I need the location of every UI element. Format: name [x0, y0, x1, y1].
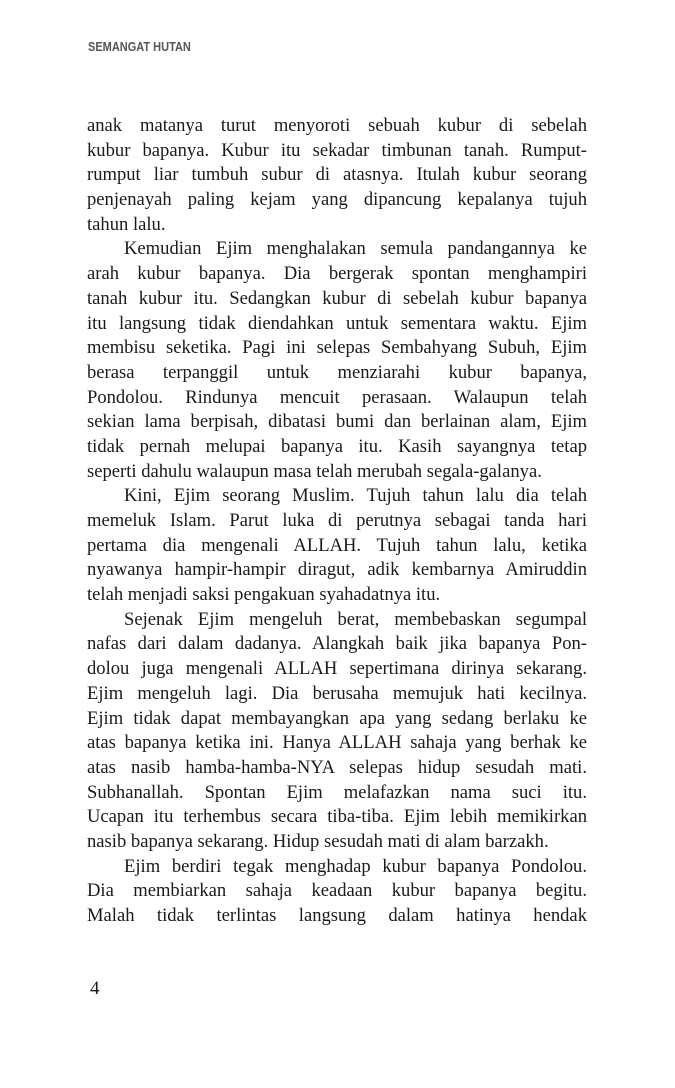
text-line: Ejim berdiri tegak menghadap kubur bapanya Pondolou. — [124, 855, 587, 877]
text-line: Ejim mengeluh lagi. Dia berusaha memujuk hati kecilnya. — [87, 682, 587, 704]
text-line: Dia membiarkan sahaja keadaan kubur bapanya begitu. — [87, 880, 587, 902]
text-line: arah kubur bapanya. Dia bergerak spontan menghampiri — [87, 263, 587, 285]
text-line: penjenayah paling kejam yang dipancung kepalanya tujuh — [87, 189, 587, 211]
text-line: tidak pernah melupai bapanya itu. Kasih sayangnya tetap — [87, 435, 587, 457]
paragraph — [87, 855, 587, 929]
text-line: Ejim tidak dapat membayangkan apa yang sedang berlaku ke — [87, 707, 587, 729]
text-line: Kemudian Ejim menghalakan semula pandangannya ke — [124, 238, 587, 260]
running-head: SEMANGAT HUTAN — [88, 40, 191, 54]
paragraph — [87, 114, 587, 237]
text-line: seperti dahulu walaupun masa telah merubah segala-galanya. — [87, 460, 542, 482]
text-line: tahun lalu. — [87, 213, 166, 235]
paragraph — [87, 237, 587, 484]
text-line: atas bapanya ketika ini. Hanya ALLAH sahaja yang berhak ke — [87, 732, 587, 754]
paragraph — [87, 608, 587, 855]
text-line: berasa terpanggil untuk menziarahi kubur bapanya, — [87, 361, 587, 383]
text-line: kubur bapanya. Kubur itu sekadar timbunan tanah. Rumput- — [87, 139, 587, 161]
text-line: nyawanya hampir-hampir diragut, adik kembarnya Amiruddin — [87, 559, 587, 581]
text-line: nafas dari dalam dadanya. Alangkah baik jika bapanya Pon- — [87, 633, 587, 655]
text-line: itu langsung tidak diendahkan untuk sementara waktu. Ejim — [87, 312, 587, 334]
text-line: Kini, Ejim seorang Muslim. Tujuh tahun lalu dia telah — [124, 485, 587, 507]
text-line: Malah tidak terlintas langsung dalam hatinya hendak — [87, 905, 587, 926]
text-line: anak matanya turut menyoroti sebuah kubur di sebelah — [87, 115, 587, 136]
text-line: Subhanallah. Spontan Ejim melafazkan nama suci itu. — [87, 781, 587, 803]
paragraph — [87, 484, 587, 607]
body-text — [87, 114, 587, 929]
text-line: sekian lama berpisah, dibatasi bumi dan berlainan alam, Ejim — [87, 411, 587, 433]
text-line: dolou juga mengenali ALLAH sepertimana dirinya sekarang. — [87, 658, 587, 680]
text-line: tanah kubur itu. Sedangkan kubur di sebelah kubur bapanya — [87, 287, 587, 309]
text-line: rumput liar tumbuh subur di atasnya. Itulah kubur seorang — [87, 164, 587, 186]
text-line: Pondolou. Rindunya mencuit perasaan. Walaupun telah — [87, 386, 587, 408]
text-line: Ucapan itu terhembus secara tiba-tiba. Ejim lebih memikirkan — [87, 806, 587, 828]
text-line: telah menjadi saksi pengakuan syahadatnya itu. — [87, 584, 441, 606]
text-line: Sejenak Ejim mengeluh berat, membebaskan segumpal — [124, 608, 587, 630]
text-line: membisu seketika. Pagi ini selepas Sembahyang Subuh, Ejim — [87, 337, 587, 359]
text-line: nasib bapanya sekarang. Hidup sesudah mati di alam barzakh. — [87, 830, 549, 852]
text-line: pertama dia mengenali ALLAH. Tujuh tahun lalu, ketika — [87, 534, 587, 556]
text-line: atas nasib hamba-hamba-NYA selepas hidup sesudah mati. — [87, 756, 587, 778]
text-line: memeluk Islam. Parut luka di perutnya sebagai tanda hari — [87, 510, 587, 531]
page-number: 4 — [90, 978, 100, 999]
